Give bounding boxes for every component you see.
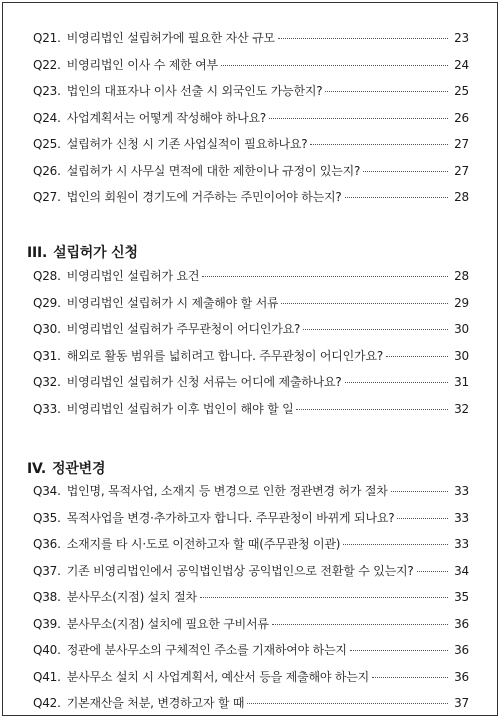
entry-number: Q31. xyxy=(33,348,61,363)
toc-entry[interactable] xyxy=(33,400,469,427)
toc-entry[interactable] xyxy=(33,188,469,215)
toc-entry[interactable] xyxy=(33,668,469,695)
entry-title: 기본재산을 처분, 변경하고자 할 때 xyxy=(66,696,245,710)
toc-entry[interactable] xyxy=(33,347,469,374)
dot-leader xyxy=(278,38,448,39)
dot-leader xyxy=(303,329,448,330)
dot-leader xyxy=(345,382,448,383)
page-number: 36 xyxy=(454,616,469,631)
dot-leader xyxy=(343,544,448,545)
toc-entry[interactable] xyxy=(33,615,469,642)
page-number: 27 xyxy=(454,163,469,178)
entry-number: Q24. xyxy=(33,110,61,125)
entry-title: 비영리법인 설립허가 주무관청이 어디인가요? xyxy=(66,322,301,336)
toc-entry-list xyxy=(33,29,469,215)
entry-title: 설립허가 시 사무실 면적에 대한 제한이나 규정이 있는지? xyxy=(66,163,361,178)
entry-number: Q23. xyxy=(33,84,61,98)
page-number: 36 xyxy=(454,669,469,684)
entry-number: Q40. xyxy=(33,643,61,657)
dot-leader xyxy=(221,65,448,66)
entry-title: 법인명, 목적사업, 소재지 등 변경으로 인한 정관변경 허가 절차 xyxy=(66,484,388,498)
entry-title: 분사무소 설치 시 사업계획서, 예산서 등을 제출해야 하는지 xyxy=(66,669,370,684)
entry-number: Q26. xyxy=(33,163,61,178)
entry-title: 비영리법인 설립허가 신청 서류는 어디에 제출하나요? xyxy=(66,375,342,389)
toc-entry[interactable] xyxy=(33,320,469,347)
entry-title: 법인의 대표자나 이사 선출 시 외국인도 가능한지? xyxy=(66,84,323,98)
toc-entry[interactable] xyxy=(33,109,469,136)
dot-leader xyxy=(417,571,448,572)
entry-number: Q42. xyxy=(33,696,61,710)
entry-number: Q41. xyxy=(33,669,61,684)
page-number: 33 xyxy=(454,537,469,551)
dot-leader xyxy=(272,624,448,625)
toc-entry[interactable] xyxy=(33,373,469,400)
entry-number: Q27. xyxy=(33,190,61,204)
page-number: 33 xyxy=(454,510,469,525)
dot-leader xyxy=(200,597,448,598)
page-number: 25 xyxy=(454,84,469,98)
toc-entry[interactable] xyxy=(33,641,469,668)
page-number: 23 xyxy=(454,31,469,45)
dot-leader xyxy=(325,91,448,92)
entry-title: 목적사업을 변경·추가하고자 합니다. 주무관청이 바뀌게 되나요? xyxy=(66,510,395,525)
entry-number: Q38. xyxy=(33,590,61,604)
toc-page xyxy=(2,2,498,716)
page-number: 33 xyxy=(454,484,469,498)
entry-title: 비영리법인 설립허가 이후 법인이 해야 할 일 xyxy=(66,401,294,416)
entry-title: 사업계획서는 어떻게 작성해야 하나요? xyxy=(66,110,267,125)
page-number: 30 xyxy=(454,348,469,363)
toc-entry[interactable] xyxy=(33,509,469,536)
section-title: 설립허가 신청 xyxy=(53,245,138,261)
section-title: 정관변경 xyxy=(51,461,106,477)
dot-leader xyxy=(269,118,448,119)
dot-leader xyxy=(281,303,448,304)
entry-number: Q32. xyxy=(33,375,61,389)
dot-leader xyxy=(350,650,448,651)
toc-entry[interactable] xyxy=(33,535,469,562)
page-number: 31 xyxy=(454,375,469,389)
dot-leader xyxy=(247,703,448,704)
page-number: 32 xyxy=(454,401,469,416)
entry-number: Q34. xyxy=(33,484,61,498)
toc-entry[interactable] xyxy=(33,82,469,109)
entry-number: Q33. xyxy=(33,401,61,416)
entry-number: Q36. xyxy=(33,537,61,551)
toc-entry[interactable] xyxy=(33,162,469,189)
page-number: 37 xyxy=(454,696,469,710)
entry-number: Q37. xyxy=(33,563,61,578)
entry-title: 정관에 분사무소의 구체적인 주소를 기재하여야 하는지 xyxy=(66,643,347,657)
page-number: 26 xyxy=(454,110,469,125)
page-number: 34 xyxy=(454,563,469,578)
dot-leader xyxy=(397,518,448,519)
toc-entry[interactable] xyxy=(33,588,469,615)
dot-leader xyxy=(386,356,448,357)
entry-number: Q29. xyxy=(33,295,61,310)
entry-number: Q35. xyxy=(33,510,61,525)
page-number: 28 xyxy=(454,190,469,204)
toc-entry[interactable] xyxy=(33,29,469,56)
entry-number: Q25. xyxy=(33,137,61,151)
toc-entry[interactable] xyxy=(33,482,469,509)
dot-leader xyxy=(202,276,448,277)
entry-number: Q30. xyxy=(33,322,61,336)
page-number: 30 xyxy=(454,322,469,336)
entry-title: 비영리법인 설립허가에 필요한 자산 규모 xyxy=(66,31,275,45)
section-numeral: III. xyxy=(27,245,48,261)
entry-title: 비영리법인 설립허가 요건 xyxy=(66,269,200,283)
dot-leader xyxy=(345,197,448,198)
dot-leader xyxy=(296,409,448,410)
entry-number: Q21. xyxy=(33,31,61,45)
toc-entry[interactable] xyxy=(33,562,469,589)
entry-number: Q39. xyxy=(33,616,61,631)
entry-title: 해외로 활동 범위를 넓히려고 합니다. 주무관청이 어디인가요? xyxy=(66,348,384,363)
page-number: 36 xyxy=(454,643,469,657)
entry-title: 비영리법인 이사 수 제한 여부 xyxy=(66,57,218,72)
toc-entry-list xyxy=(33,267,469,426)
section-numeral: IV. xyxy=(27,461,46,477)
dot-leader xyxy=(391,491,448,492)
dot-leader xyxy=(372,677,448,678)
toc-entry[interactable] xyxy=(33,135,469,162)
entry-title: 분사무소(지점) 설치 절차 xyxy=(66,590,197,604)
toc-entry[interactable] xyxy=(33,694,469,721)
toc-entry-list xyxy=(33,482,469,721)
entry-title: 소재지를 타 시·도로 이전하고자 할 때(주무관청 이관) xyxy=(66,537,341,551)
entry-number: Q22. xyxy=(33,57,61,72)
entry-title: 비영리법인 설립허가 시 제출해야 할 서류 xyxy=(66,295,279,310)
toc-entry[interactable] xyxy=(33,294,469,321)
dot-leader xyxy=(310,144,448,145)
section-heading xyxy=(27,242,138,262)
entry-title: 분사무소(지점) 설치에 필요한 구비서류 xyxy=(66,616,269,631)
page-number: 24 xyxy=(454,57,469,72)
section-heading xyxy=(27,458,105,478)
page-number: 35 xyxy=(454,590,469,604)
entry-title: 기존 비영리법인에서 공익법인법상 공익법인으로 전환할 수 있는지? xyxy=(66,563,414,578)
page-number: 28 xyxy=(454,269,469,283)
entry-number: Q28. xyxy=(33,269,61,283)
entry-title: 법인의 회원이 경기도에 거주하는 주민이어야 하는지? xyxy=(66,190,342,204)
page-number: 27 xyxy=(454,137,469,151)
entry-title: 설립허가 신청 시 기존 사업실적이 필요하나요? xyxy=(66,137,308,151)
dot-leader xyxy=(363,171,448,172)
toc-entry[interactable] xyxy=(33,267,469,294)
page-number: 29 xyxy=(454,295,469,310)
toc-entry[interactable] xyxy=(33,56,469,83)
